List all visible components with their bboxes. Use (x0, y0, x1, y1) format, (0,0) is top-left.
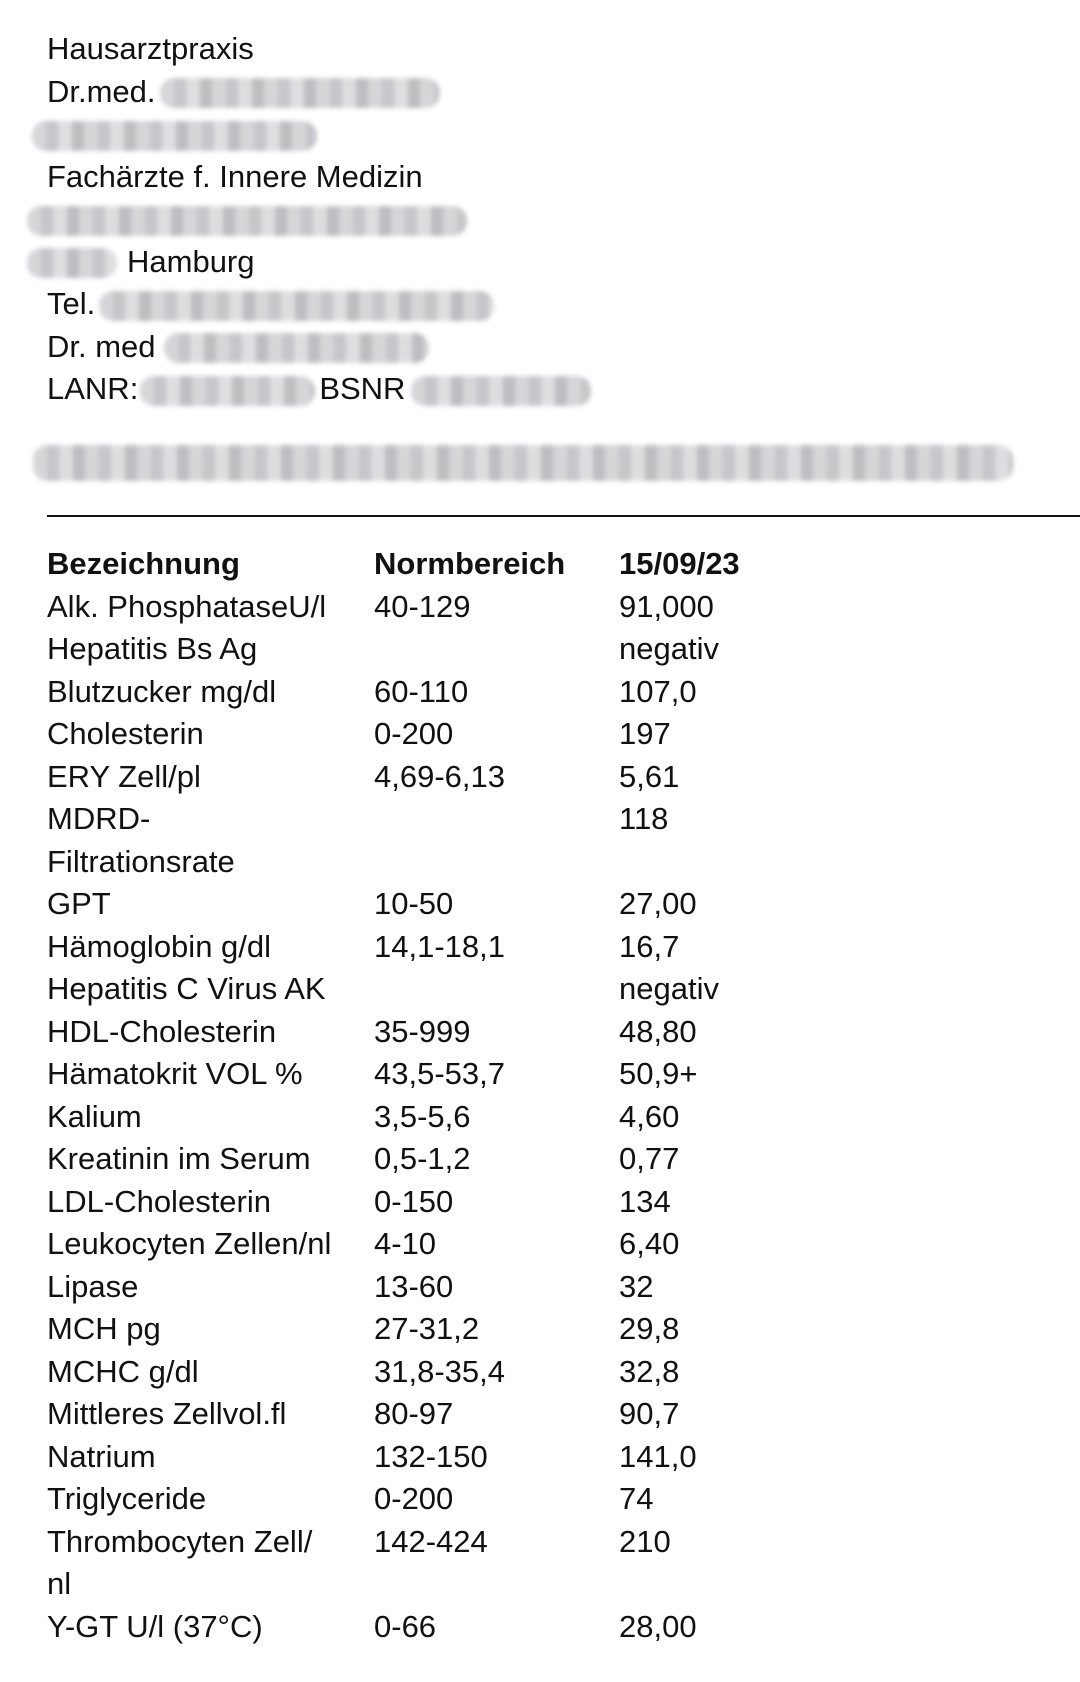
table-row (47, 1096, 1047, 1139)
test-name-line2: nl (47, 1566, 72, 1601)
test-name: Mittleres Zellvol.fl (47, 1396, 287, 1431)
result-value: 5,61 (619, 758, 680, 794)
norm-range: 35-999 (374, 1013, 471, 1049)
table-row (47, 1011, 1047, 1054)
table-row (47, 713, 1047, 756)
doctor2-prefix: Dr. med (47, 328, 156, 364)
norm-range: 80-97 (374, 1396, 454, 1431)
table-row (47, 798, 1047, 883)
redacted-bsnr (411, 376, 591, 406)
redacted-line-1 (47, 113, 591, 156)
result-value: 74 (619, 1481, 654, 1516)
redacted-patient-info (33, 445, 1013, 481)
norm-range: 40-129 (374, 588, 471, 624)
spacer (47, 411, 591, 439)
test-name: MCHC g/dl (47, 1353, 199, 1389)
result-value: 0,77 (619, 1141, 680, 1176)
result-value: 141,0 (619, 1438, 697, 1474)
tel-line (47, 283, 591, 326)
table-row (47, 1053, 1047, 1096)
table-row (47, 1478, 1047, 1521)
redacted-doctor2-name (164, 333, 429, 363)
result-value: 6,40 (619, 1226, 680, 1261)
test-name: Triglyceride (47, 1481, 207, 1516)
test-name: Alk. PhosphataseU/l (47, 588, 327, 624)
test-name (47, 1521, 372, 1606)
table-row (47, 671, 1047, 714)
redacted-doctor-name (160, 78, 440, 108)
doctor2-line (47, 326, 591, 369)
norm-range: 0-200 (374, 1481, 454, 1516)
test-name: Natrium (47, 1438, 156, 1474)
table-row (47, 1521, 1047, 1606)
table-row (47, 1606, 1047, 1649)
lanr-bsnr-line (47, 368, 591, 411)
result-value: 29,8 (619, 1311, 680, 1346)
result-value: 32 (619, 1268, 654, 1304)
result-value: negativ (619, 631, 719, 666)
result-value: negativ (619, 971, 719, 1006)
result-value: 91,000 (619, 588, 714, 624)
result-value: 28,00 (619, 1608, 697, 1644)
norm-range: 4-10 (374, 1226, 437, 1261)
test-name: Hepatitis C Virus AK (47, 971, 326, 1006)
test-name: Y-GT U/l (37°C) (47, 1608, 263, 1644)
result-value: 197 (619, 716, 671, 751)
norm-range: 3,5-5,6 (374, 1098, 471, 1134)
specialty: Fachärzte f. Innere Medizin (47, 158, 423, 194)
table-row (47, 1351, 1047, 1394)
test-name: HDL-Cholesterin (47, 1013, 277, 1049)
table-row (47, 926, 1047, 969)
practice-name-line (47, 28, 591, 71)
table-row (47, 1436, 1047, 1479)
table-row (47, 756, 1047, 799)
test-name (47, 798, 372, 883)
test-name: LDL-Cholesterin (47, 1183, 271, 1219)
practice-name: Hausarztpraxis (47, 31, 254, 66)
result-value: 118 (619, 801, 669, 836)
section-divider (47, 515, 1080, 517)
result-value: 210 (619, 1523, 671, 1559)
test-name: Hämoglobin g/dl (47, 928, 272, 964)
test-name: MCH pg (47, 1311, 161, 1346)
result-value: 27,00 (619, 886, 697, 921)
norm-range: 13-60 (374, 1268, 454, 1304)
table-row (47, 883, 1047, 926)
norm-range: 14,1-18,1 (374, 928, 505, 964)
table-row (47, 1393, 1047, 1436)
lanr-label: LANR: (47, 371, 139, 406)
bsnr-label: BSNR (319, 371, 406, 406)
test-name: Hämatokrit VOL % (47, 1056, 303, 1091)
header-normbereich: Normbereich (374, 546, 566, 581)
test-name: GPT (47, 886, 111, 921)
test-name: Cholesterin (47, 716, 204, 751)
result-value: 90,7 (619, 1396, 680, 1431)
redacted-lanr (140, 376, 315, 406)
table-row (47, 1181, 1047, 1224)
table-row (47, 1223, 1047, 1266)
header-bezeichnung: Bezeichnung (47, 546, 240, 581)
norm-range: 4,69-6,13 (374, 758, 505, 794)
city: Hamburg (127, 243, 255, 279)
city-line (47, 241, 591, 284)
redacted-street (27, 206, 467, 236)
redacted-address (32, 121, 317, 151)
result-value: 48,80 (619, 1013, 697, 1049)
norm-range: 60-110 (374, 673, 469, 709)
redacted-line-2 (47, 198, 591, 241)
test-name-line2: Filtrationsrate (47, 843, 235, 879)
table-row (47, 1266, 1047, 1309)
test-name: Leukocyten Zellen/nl (47, 1226, 332, 1261)
practice-header (47, 28, 591, 481)
redacted-phone (99, 291, 494, 321)
result-value: 4,60 (619, 1098, 680, 1134)
table-row (47, 968, 1047, 1011)
header-date: 15/09/23 (619, 546, 740, 581)
redacted-postcode (27, 248, 117, 278)
test-name: Lipase (47, 1268, 139, 1304)
table-row (47, 628, 1047, 671)
test-name-line1: Thrombocyten Zell/ (47, 1523, 313, 1559)
test-name: Kalium (47, 1098, 142, 1134)
redacted-patient-line (47, 439, 591, 482)
norm-range: 0-200 (374, 716, 454, 751)
result-value: 32,8 (619, 1353, 680, 1389)
norm-range: 27-31,2 (374, 1311, 480, 1346)
norm-range: 10-50 (374, 886, 454, 921)
norm-range: 31,8-35,4 (374, 1353, 505, 1389)
norm-range: 43,5-53,7 (374, 1056, 505, 1091)
test-name: Blutzucker mg/dl (47, 673, 277, 709)
norm-range: 142-424 (374, 1523, 488, 1559)
table-header (47, 543, 1047, 586)
test-name: Kreatinin im Serum (47, 1141, 311, 1176)
doctor-line (47, 71, 591, 114)
result-value: 50,9+ (619, 1056, 698, 1091)
doctor-prefix: Dr.med. (47, 73, 156, 109)
tel-prefix: Tel. (47, 286, 96, 321)
norm-range: 0,5-1,2 (374, 1141, 471, 1176)
table-row (47, 1308, 1047, 1351)
table-row (47, 1138, 1047, 1181)
norm-range: 132-150 (374, 1438, 488, 1474)
table-row (47, 586, 1047, 629)
result-value: 107,0 (619, 673, 697, 709)
test-name-line1: MDRD- (47, 801, 151, 836)
result-value: 134 (619, 1183, 671, 1219)
test-name: ERY Zell/pl (47, 758, 201, 794)
norm-range: 0-150 (374, 1183, 454, 1219)
norm-range: 0-66 (374, 1608, 437, 1644)
test-name: Hepatitis Bs Ag (47, 631, 258, 666)
result-value: 16,7 (619, 928, 680, 964)
lab-results-table (47, 543, 1047, 1648)
specialty-line (47, 156, 591, 199)
